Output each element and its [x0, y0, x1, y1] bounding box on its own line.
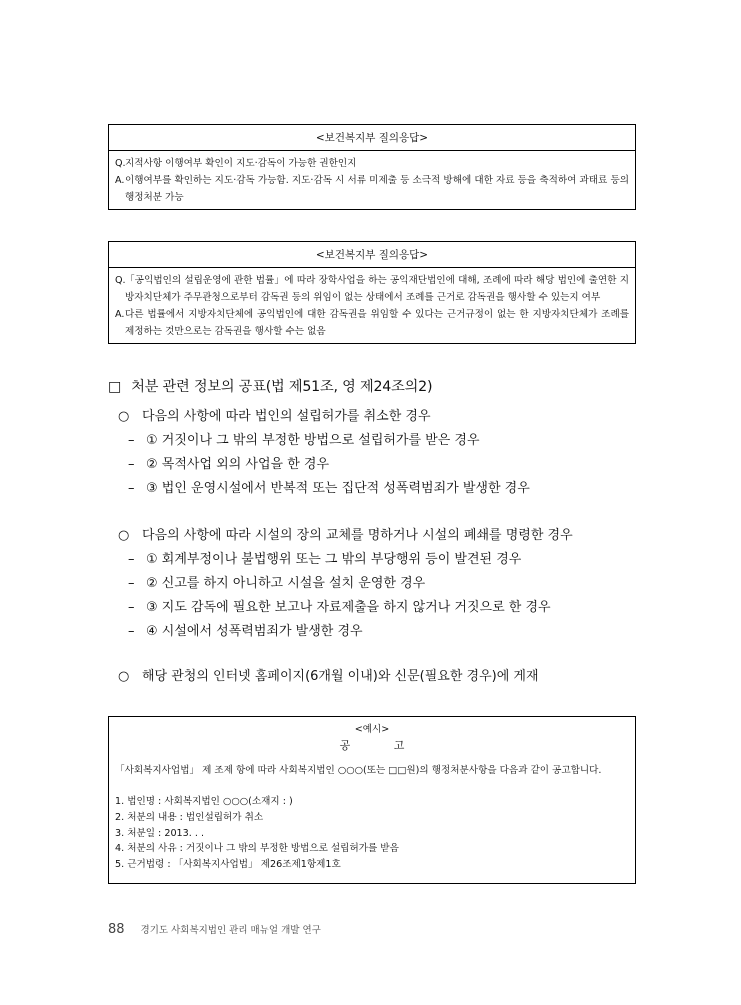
- example-notice-box: [108, 716, 636, 884]
- notice-title: 공 고: [339, 739, 405, 752]
- list-item-text: ④ 시설에서 성폭력범죄가 발생한 경우: [146, 624, 363, 639]
- page-footer: [108, 922, 321, 937]
- answer: [115, 172, 629, 206]
- qa-box-2: [108, 241, 636, 344]
- dash-bullet-icon: –: [128, 552, 135, 567]
- list-item-text: ② 목적사업 외의 사업을 한 경우: [146, 457, 330, 472]
- list-item-text: ② 신고를 하지 아니하고 시설을 설치 운영한 경우: [146, 576, 426, 591]
- question: [115, 155, 629, 172]
- dash-bullet-icon: –: [128, 624, 135, 639]
- section-heading-text: 처분 관련 정보의 공표(법 제51조, 영 제24조의2): [131, 379, 433, 395]
- section-publication-text: 해당 관청의 인터넷 홈페이지(6개월 이내)와 신문(필요한 경우)에 게재: [142, 669, 539, 684]
- footer-title: 경기도 사회복지법인 관리 매뉴얼 개발 연구: [140, 925, 321, 936]
- list-item: [118, 548, 573, 572]
- answer: [115, 306, 629, 340]
- qa-box-1-title: <보건복지부 질의응답>: [109, 125, 635, 151]
- circle-bullet-icon: ○: [118, 409, 130, 424]
- list-item-text: ① 회계부정이나 불법행위 또는 그 밖의 부당행위 등이 발견된 경우: [146, 552, 522, 567]
- qa-box-1-body: [109, 151, 635, 209]
- notice-item: 3. 처분일 : 2013. . .: [115, 827, 205, 839]
- section-closure-text: 다음의 사항에 따라 시설의 장의 교체를 명하거나 시설의 폐쇄를 명령한 경우: [142, 528, 573, 543]
- dash-bullet-icon: –: [128, 433, 135, 448]
- section-revocation: [118, 405, 530, 501]
- question-tag: Q.: [115, 275, 126, 286]
- list-item: [118, 596, 573, 620]
- section-publication-title: [118, 665, 539, 689]
- question-text: 「공익법인의 설립운영에 관한 법률」에 따라 장학사업을 하는 공익재단법인에 대해, 조례에 따라 해당 법인에 출연한 지방자치단체가 주무관청으로부터 감독권 등의 위임이 없는 상태에서 조례를 근거로 감독권을 행사할 수 있는지 여부: [125, 275, 629, 303]
- notice-items: [115, 794, 635, 873]
- notice-item: 2. 처분의 내용 : 법인설립허가 취소: [115, 811, 264, 823]
- page-number: 88: [108, 922, 125, 937]
- list-item: [118, 453, 530, 477]
- list-item: [118, 429, 530, 453]
- list-item: [118, 620, 573, 644]
- dash-bullet-icon: –: [128, 576, 135, 591]
- answer-tag: A.: [115, 309, 125, 320]
- list-item: [118, 477, 530, 501]
- question: [115, 272, 629, 306]
- answer-text: 다른 법률에서 지방자치단체에 공익법인에 대한 감독권을 위임할 수 있다는 근거규정이 없는 한 지방자치단체가 조례를 제정하는 것만으로는 감독권을 행사할 수는 없음: [125, 309, 629, 337]
- qa-box-2-title: <보건복지부 질의응답>: [109, 242, 635, 268]
- example-label: <예시>: [354, 724, 390, 735]
- square-bullet-icon: □: [108, 379, 122, 395]
- section-closure: [118, 524, 573, 644]
- section-revocation-text: 다음의 사항에 따라 법인의 설립허가를 취소한 경우: [142, 409, 431, 424]
- list-item-text: ③ 지도 감독에 필요한 보고나 자료제출을 하지 않거나 거짓으로 한 경우: [146, 600, 551, 615]
- circle-bullet-icon: ○: [118, 528, 130, 543]
- notice-item: 1. 법인명 : 사회복지법인 ○○○(소재지 : ): [115, 796, 293, 807]
- qa-box-1: [108, 124, 636, 210]
- qa-box-2-body: [109, 268, 635, 343]
- notice-item: 4. 처분의 사유 : 거짓이나 그 밖의 부정한 방법으로 설립허가를 받음: [115, 843, 399, 855]
- notice-item: 5. 근거법령 : 「사회복지사업법」 제26조제1항제1호: [115, 859, 341, 871]
- dash-bullet-icon: –: [128, 457, 135, 472]
- list-item: [118, 572, 573, 596]
- question-text: 지적사항 이행여부 확인이 지도·감독이 가능한 권한인지: [125, 158, 357, 169]
- section-revocation-title: [118, 405, 530, 429]
- section-publication: [118, 665, 539, 689]
- notice-intro: 「사회복지사업법」 제 조제 항에 따라 사회복지법인 ○○○(또는 □□원)의 행정처분사항을 다음과 같이 공고합니다.: [115, 765, 602, 776]
- question-tag: Q.: [115, 158, 126, 169]
- answer-tag: A.: [115, 175, 125, 186]
- answer-text: 이행여부를 확인하는 지도·감독 가능함. 지도·감독 시 서류 미제출 등 소극적 방해에 대한 자료 등을 축적하여 과태료 등의 행정처분 가능: [125, 175, 629, 203]
- section-closure-title: [118, 524, 573, 548]
- list-item-text: ① 거짓이나 그 밖의 부정한 방법으로 설립허가를 받은 경우: [146, 433, 480, 448]
- circle-bullet-icon: ○: [118, 669, 130, 684]
- list-item-text: ③ 법인 운영시설에서 반복적 또는 집단적 성폭력범죄가 발생한 경우: [146, 481, 530, 496]
- dash-bullet-icon: –: [128, 481, 135, 496]
- section-heading: [108, 376, 432, 396]
- dash-bullet-icon: –: [128, 600, 135, 615]
